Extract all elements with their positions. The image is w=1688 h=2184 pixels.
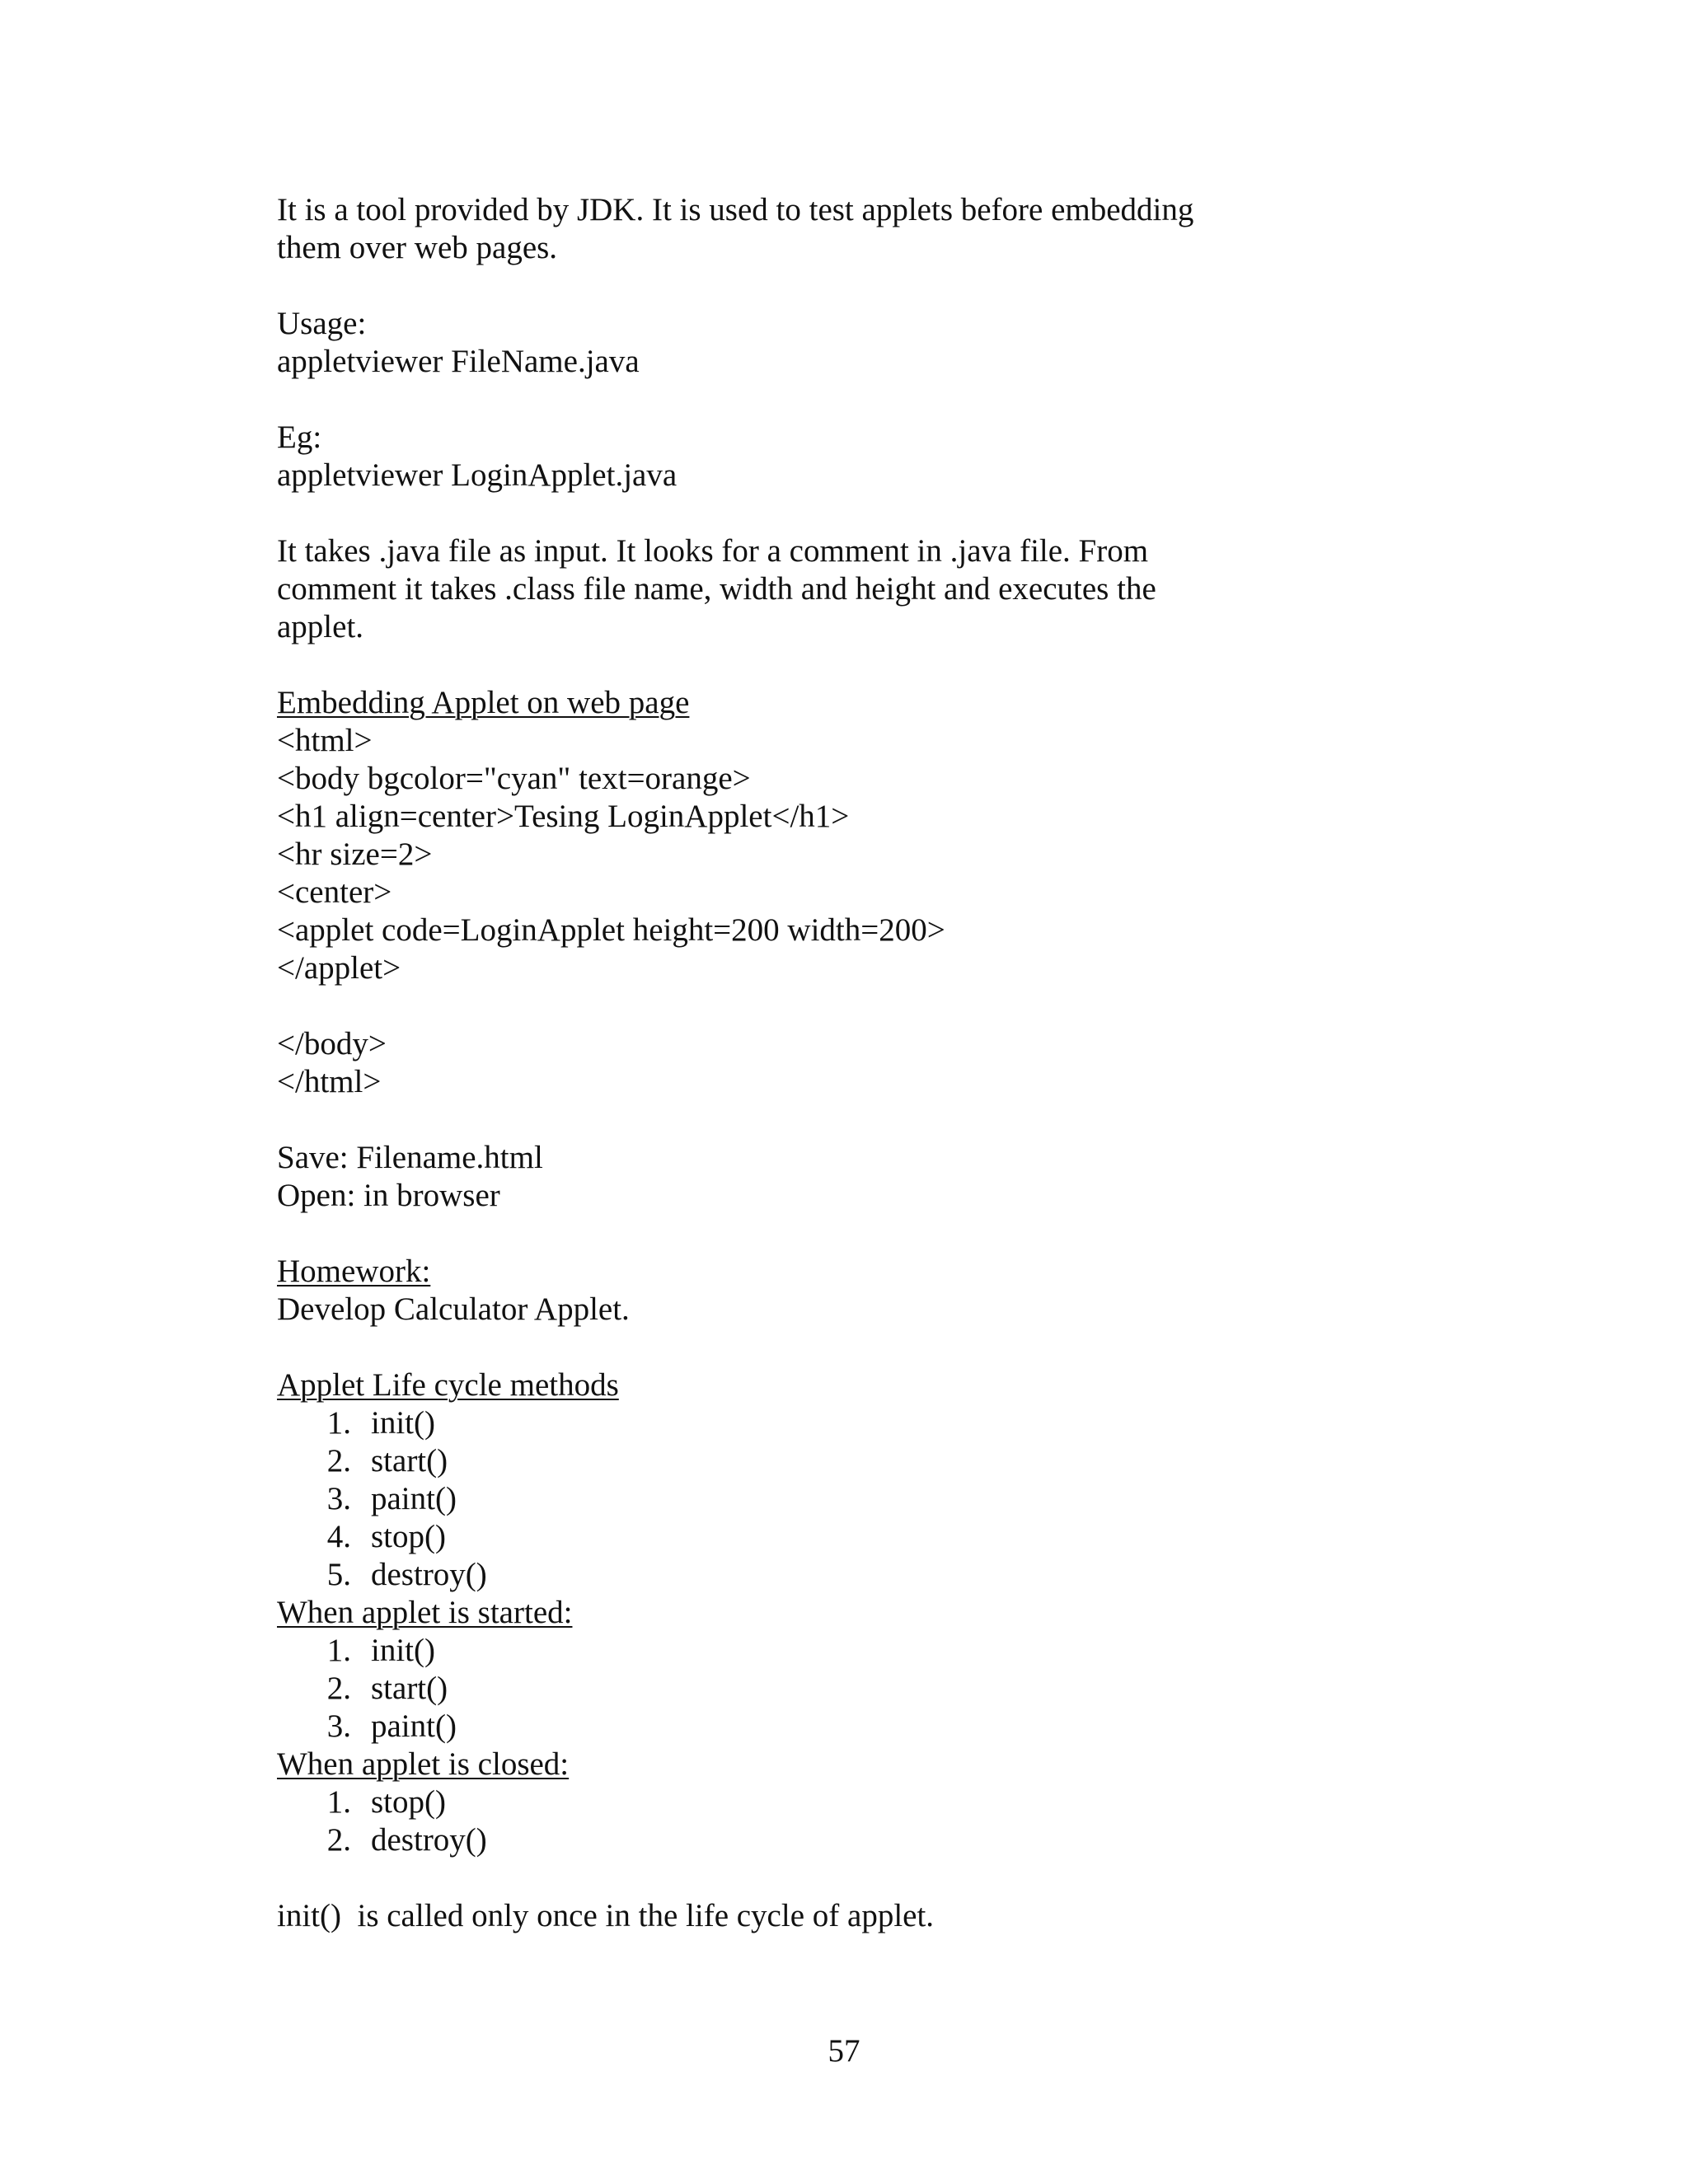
example-label: Eg:: [277, 419, 322, 455]
usage-command: appletviewer FileName.java: [277, 344, 640, 379]
closed-heading: When applet is closed:: [277, 1746, 570, 1782]
spacer: [277, 646, 1266, 684]
list-number: 1.: [326, 1405, 351, 1441]
list-text: destroy(): [371, 1822, 487, 1858]
code-line: <html>: [277, 723, 373, 758]
usage-label: Usage:: [277, 306, 367, 341]
list-number: 1.: [326, 1633, 351, 1668]
spacer: [277, 1101, 1266, 1139]
started-list: [277, 1632, 1266, 1746]
spacer: [277, 1329, 1266, 1366]
description-line: comment it takes .class file name, width and height and executes the: [277, 571, 1156, 607]
list-text: start(): [371, 1671, 448, 1706]
embedding-heading: Embedding Applet on web page: [277, 685, 690, 720]
list-number: 2.: [326, 1443, 351, 1479]
list-item: [277, 1556, 1266, 1594]
page-number: 57: [828, 2033, 860, 2069]
spacer: [277, 1859, 1266, 1897]
code-line: </applet>: [277, 950, 401, 986]
list-item: [277, 1404, 1266, 1442]
save-line: Save: Filename.html: [277, 1140, 543, 1175]
list-number: 2.: [326, 1671, 351, 1706]
code-line: </body>: [277, 1026, 387, 1062]
open-line: Open: in browser: [277, 1178, 500, 1213]
intro-line: them over web pages.: [277, 230, 558, 265]
list-number: 1.: [326, 1784, 351, 1820]
list-item: [277, 1480, 1266, 1518]
list-number: 4.: [326, 1519, 351, 1554]
list-item: [277, 1518, 1266, 1556]
example-command: appletviewer LoginApplet.java: [277, 457, 678, 493]
list-item: [277, 1783, 1266, 1821]
list-text: start(): [371, 1443, 448, 1479]
code-line: <applet code=LoginApplet height=200 width=200>: [277, 912, 945, 948]
list-number: 2.: [326, 1822, 351, 1858]
list-text: destroy(): [371, 1557, 487, 1592]
list-item: [277, 1632, 1266, 1670]
code-line: <hr size=2>: [277, 837, 433, 872]
list-item: [277, 1821, 1266, 1859]
description-line: It takes .java file as input. It looks for a comment in .java file. From: [277, 533, 1149, 569]
list-text: stop(): [371, 1784, 446, 1820]
note-line: init() is called only once in the life cycle of applet.: [277, 1898, 935, 1933]
code-line: </html>: [277, 1064, 382, 1099]
list-text: stop(): [371, 1519, 446, 1554]
list-text: paint(): [371, 1481, 457, 1516]
started-heading: When applet is started:: [277, 1595, 573, 1630]
description-line: applet.: [277, 609, 364, 644]
closed-list: [277, 1783, 1266, 1859]
spacer: [277, 987, 1266, 1025]
spacer: [277, 1215, 1266, 1253]
list-text: init(): [371, 1405, 435, 1441]
spacer: [277, 381, 1266, 419]
homework-heading: Homework:: [277, 1254, 431, 1289]
list-number: 5.: [326, 1557, 351, 1592]
list-item: [277, 1670, 1266, 1708]
lifecycle-list: [277, 1404, 1266, 1594]
code-line: <center>: [277, 874, 392, 910]
list-number: 3.: [326, 1481, 351, 1516]
homework-text: Develop Calculator Applet.: [277, 1291, 630, 1327]
list-text: paint(): [371, 1708, 457, 1744]
page-content: [277, 191, 1266, 1935]
spacer: [277, 267, 1266, 305]
list-item: [277, 1708, 1266, 1746]
list-item: [277, 1442, 1266, 1480]
code-line: <h1 align=center>Tesing LoginApplet</h1>: [277, 799, 850, 834]
list-text: init(): [371, 1633, 435, 1668]
lifecycle-heading: Applet Life cycle methods: [277, 1367, 619, 1403]
intro-line: It is a tool provided by JDK. It is used to test applets before embedding: [277, 192, 1194, 227]
list-number: 3.: [326, 1708, 351, 1744]
spacer: [277, 494, 1266, 532]
code-line: <body bgcolor="cyan" text=orange>: [277, 761, 751, 796]
